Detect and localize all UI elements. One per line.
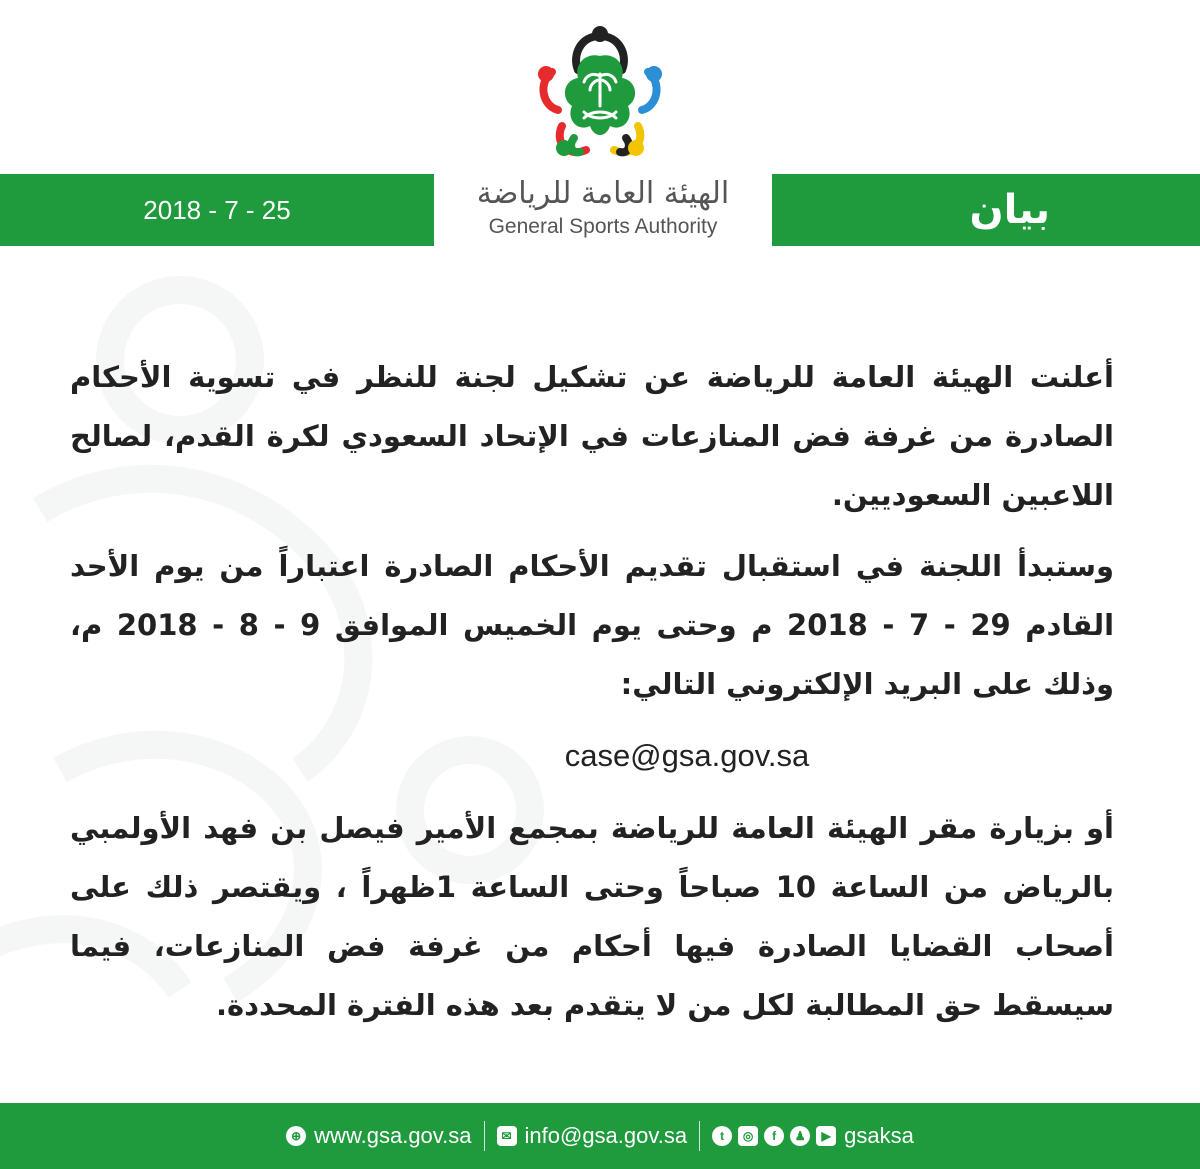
youtube-icon[interactable]: ▶: [816, 1126, 836, 1146]
statement-date: 2018 - 7 - 25: [143, 195, 291, 225]
facebook-icon[interactable]: f: [764, 1126, 784, 1146]
envelope-icon: ✉: [497, 1126, 517, 1146]
twitter-icon[interactable]: t: [712, 1126, 732, 1146]
footer-social: [700, 1123, 926, 1149]
globe-icon: ⊕: [286, 1126, 306, 1146]
statement-body: [70, 348, 1114, 1047]
snapchat-icon[interactable]: ♟: [790, 1126, 810, 1146]
footer-website-text[interactable]: www.gsa.gov.sa: [314, 1123, 472, 1148]
header-band: [0, 174, 1200, 246]
gsa-logo-emblem: [528, 22, 672, 166]
instagram-icon[interactable]: ◎: [738, 1126, 758, 1146]
paragraph-visit-info: أو بزيارة مقر الهيئة العامة للرياضة بمجمع الأمير فيصل بن فهد الأولمبي بالرياض من الساعة 10 صباحاً وحتى الساعة 1ظهراً ، ويقتصر ذلك على أصحاب القضايا الصادرة فيها أحكام من غرفة فض المنازعات، فيما سيسقط حق المطالبة لكل من لا يتقدم بعد هذه الفترة المحددة.: [70, 811, 1115, 1022]
paragraph-announcement: أعلنت الهيئة العامة للرياضة عن تشكيل لجنة للنظر في تسوية الأحكام الصادرة من غرفة فض المنازعات في الإتحاد السعودي لكرة القدم، لصالح اللاعبين السعوديين.: [70, 360, 1114, 512]
social-icons: [712, 1126, 836, 1146]
org-name-arabic: الهيئة العامة للرياضة: [476, 176, 730, 211]
paragraph-submission-period: وستبدأ اللجنة في استقبال تقديم الأحكام الصادرة اعتباراً من يوم الأحد القادم 29 - 7 - 2018 م وحتى يوم الخميس الموافق 9 - 8 - 2018 م، وذلك على البريد الإلكتروني التالي:: [70, 549, 1115, 701]
footer-email-text[interactable]: info@gsa.gov.sa: [524, 1123, 688, 1148]
footer-social-handle[interactable]: gsaksa: [844, 1123, 914, 1148]
footer-email[interactable]: [485, 1123, 700, 1149]
footer-bar: [0, 1103, 1200, 1169]
header-band-left: [0, 174, 434, 246]
org-name-english: General Sports Authority: [488, 215, 718, 238]
footer-website[interactable]: [274, 1123, 483, 1149]
submission-email[interactable]: case@gsa.gov.sa: [564, 738, 810, 773]
statement-title: بيان: [969, 187, 1050, 233]
header-band-right: [772, 174, 1200, 246]
